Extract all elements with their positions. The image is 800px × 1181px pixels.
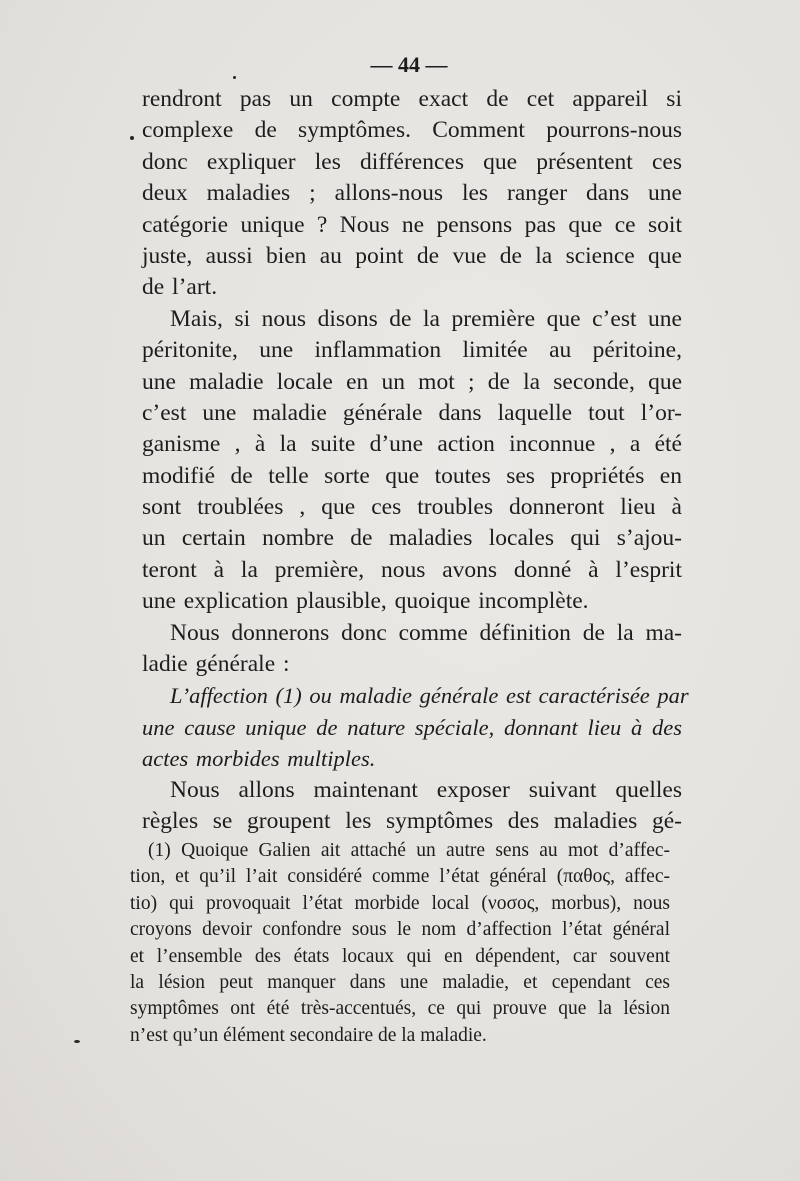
body-line: ladie générale : [142,651,290,678]
body-line: modifié de telle sorte que toutes ses propriétés en [142,462,682,489]
body-line: de l’art. [142,274,218,301]
main-text [142,84,689,837]
body-line: un certain nombre de maladies locales qui s’ajou- [142,525,682,552]
body-line: rendront pas un compte exact de cet appareil si [142,86,682,112]
body-line: c’est une maladie générale dans laquelle tout l’or- [142,399,682,426]
ink-speck [233,76,236,79]
footnote [130,838,670,1049]
body-line: complexe de symptômes. Comment pourrons-nous [142,117,682,144]
definition-line: une cause unique de nature spéciale, donnant lieu à des [142,714,682,740]
footnote-line: croyons devoir confondre sous le nom d’affection l’état général [130,919,670,941]
definition-line: L’affection (1) ou maladie générale est caractérisée par [170,683,689,709]
body-line: une maladie locale en un mot ; de la seconde, que [142,368,682,395]
body-line: catégorie unique ? Nous ne pensons pas que ce soit [142,211,682,238]
page-number: — 44 — [370,52,448,77]
footnote-line: tion, et qu’il l’ait considéré comme l’état général (παθος, affec- [130,866,670,888]
body-line: ganisme , à la suite d’une action inconnue , a été [142,431,682,458]
body-line: règles se groupent les symptômes des maladies gé- [142,807,682,834]
footnote-line: (1) Quoique Galien ait attaché un autre sens au mot d’affec- [148,840,670,861]
body-line: Mais, si nous disons de la première que c’est une [170,305,682,332]
body-line: donc expliquer les différences que présentent ces [142,148,682,175]
body-line: Nous allons maintenant exposer suivant quelles [170,776,682,803]
body-line: sont troublées , que ces troubles donneront lieu à [142,494,682,521]
footnote-line: n’est qu’un élément secondaire de la maladie. [130,1024,487,1046]
body-line: Nous donnerons donc comme définition de la ma- [170,619,682,646]
footnote-line: symptômes ont été très-accentués, ce qui prouve que la lésion [130,998,670,1020]
footnote-line: tio) qui provoquait l’état morbide local (νοσος, morbus), nous [130,892,670,914]
ink-speck [74,1040,80,1043]
body-line: une explication plausible, quoique incomplète. [142,588,589,615]
definition-line: actes morbides multiples. [142,746,376,772]
body-line: péritonite, une inflammation limitée au péritoine, [142,337,682,364]
body-line: teront à la première, nous avons donné à l’esprit [142,556,682,583]
ink-speck [130,136,134,140]
footnote-line: et l’ensemble des états locaux qui en dépendent, car souvent [130,945,670,967]
footnote-line: la lésion peut manquer dans une maladie, et cependant ces [130,971,670,993]
body-line: juste, aussi bien au point de vue de la science que [142,242,682,269]
body-line: deux maladies ; allons-nous les ranger dans une [142,180,682,207]
